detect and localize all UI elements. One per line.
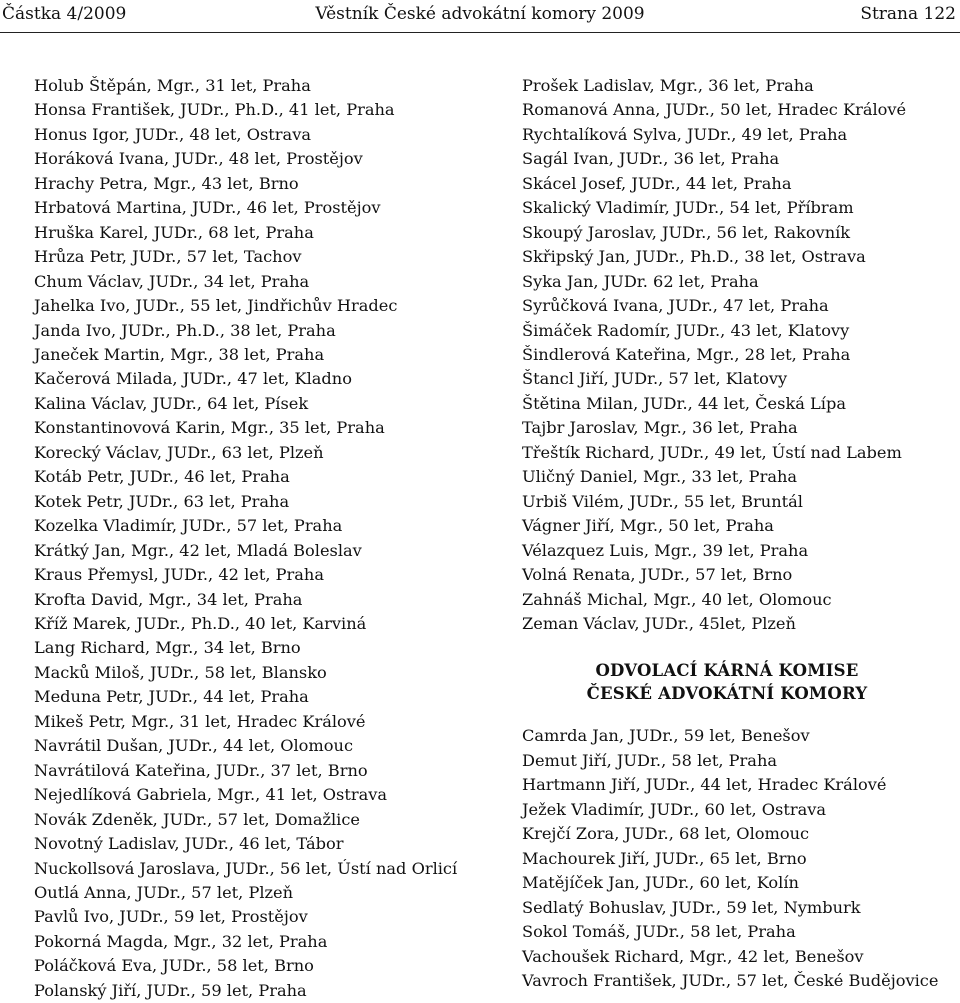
- list-item: Janda Ivo, JUDr., Ph.D., 38 let, Praha: [34, 320, 336, 340]
- list-item: Kačerová Milada, JUDr., 47 let, Kladno: [34, 369, 352, 389]
- list-item: Syka Jan, JUDr. 62 let, Praha: [522, 271, 759, 291]
- list-item: Volná Renata, JUDr., 57 let, Brno: [522, 565, 793, 585]
- right-column-list: [522, 74, 958, 636]
- list-item: Krátký Jan, Mgr., 42 let, Mladá Boleslav: [34, 540, 362, 560]
- list-item: Třeštík Richard, JUDr., 49 let, Ústí nad Labem: [522, 442, 902, 462]
- issue-number: Částka 4/2009: [2, 4, 127, 24]
- list-item: Krejčí Zora, JUDr., 68 let, Olomouc: [522, 824, 810, 844]
- list-item: Štětina Milan, JUDr., 44 let, Česká Lípa: [522, 393, 846, 413]
- list-item: Kotek Petr, JUDr., 63 let, Praha: [34, 491, 290, 511]
- list-item: Romanová Anna, JUDr., 50 let, Hradec Králové: [522, 100, 907, 120]
- list-item: Nuckollsová Jaroslava, JUDr., 56 let, Ústí nad Orlicí: [34, 858, 458, 878]
- list-item: Šindlerová Kateřina, Mgr., 28 let, Praha: [522, 344, 851, 364]
- list-item: Skalický Vladimír, JUDr., 54 let, Příbram: [522, 198, 854, 218]
- list-item: Horáková Ivana, JUDr., 48 let, Prostějov: [34, 149, 363, 169]
- page-header: [0, 0, 960, 33]
- list-item: Kraus Přemysl, JUDr., 42 let, Praha: [34, 565, 324, 585]
- list-item: Skoupý Jaroslav, JUDr., 56 let, Rakovník: [522, 222, 851, 242]
- list-item: Poláčková Eva, JUDr., 58 let, Brno: [34, 956, 314, 976]
- section-heading: [522, 659, 932, 705]
- list-item: Camrda Jan, JUDr., 59 let, Benešov: [522, 726, 810, 746]
- list-item: Honsa František, JUDr., Ph.D., 41 let, Praha: [34, 100, 395, 120]
- list-item: Mikeš Petr, Mgr., 31 let, Hradec Králové: [34, 711, 366, 731]
- list-item: Hartmann Jiří, JUDr., 44 let, Hradec Králové: [522, 775, 887, 795]
- section-heading-line2: ČESKÉ ADVOKÁTNÍ KOMORY: [586, 684, 868, 704]
- list-item: Holub Štěpán, Mgr., 31 let, Praha: [34, 76, 311, 95]
- list-item: Zahnáš Michal, Mgr., 40 let, Olomouc: [522, 589, 832, 609]
- list-item: Hrůza Petr, JUDr., 57 let, Tachov: [34, 247, 302, 267]
- list-item: Vachoušek Richard, Mgr., 42 let, Benešov: [522, 946, 864, 966]
- list-item: Krofta David, Mgr., 34 let, Praha: [34, 589, 303, 609]
- list-item: Kříž Marek, JUDr., Ph.D., 40 let, Karviná: [34, 613, 367, 633]
- list-item: Lang Richard, Mgr., 34 let, Brno: [34, 638, 301, 658]
- journal-title: Věstník České advokátní komory 2009: [315, 4, 645, 24]
- list-item: Rychtalíková Sylva, JUDr., 49 let, Praha: [522, 124, 848, 144]
- list-item: Nejedlíková Gabriela, Mgr., 41 let, Ostrava: [34, 785, 388, 805]
- list-item: Sokol Tomáš, JUDr., 58 let, Praha: [522, 922, 796, 942]
- list-item: Vavroch František, JUDr., 57 let, České Budějovice: [522, 970, 939, 990]
- list-item: Pavlů Ivo, JUDr., 59 let, Prostějov: [34, 907, 308, 927]
- section-heading-line1: ODVOLACÍ KÁRNÁ KOMISE: [595, 661, 859, 681]
- list-item: Honus Igor, JUDr., 48 let, Ostrava: [34, 124, 311, 144]
- list-item: Navrátil Dušan, JUDr., 44 let, Olomouc: [34, 736, 354, 756]
- list-item: Kotáb Petr, JUDr., 46 let, Praha: [34, 467, 290, 487]
- list-item: Šimáček Radomír, JUDr., 43 let, Klatovy: [522, 320, 850, 340]
- list-item: Macků Miloš, JUDr., 58 let, Blansko: [34, 662, 327, 682]
- list-item: Tajbr Jaroslav, Mgr., 36 let, Praha: [522, 418, 798, 438]
- right-column: [522, 74, 958, 993]
- list-item: Uličný Daniel, Mgr., 33 let, Praha: [522, 467, 798, 487]
- list-item: Korecký Václav, JUDr., 63 let, Plzeň: [34, 442, 324, 462]
- list-item: Machourek Jiří, JUDr., 65 let, Brno: [522, 848, 807, 868]
- list-item: Hrbatová Martina, JUDr., 46 let, Prostějov: [34, 198, 381, 218]
- list-item: Zeman Václav, JUDr., 45let, Plzeň: [522, 613, 796, 633]
- section-list: [522, 724, 958, 993]
- list-item: Štancl Jiří, JUDr., 57 let, Klatovy: [522, 369, 788, 389]
- list-item: Novotný Ladislav, JUDr., 46 let, Tábor: [34, 834, 344, 854]
- list-item: Kozelka Vladimír, JUDr., 57 let, Praha: [34, 516, 343, 536]
- list-item: Prošek Ladislav, Mgr., 36 let, Praha: [522, 76, 814, 95]
- list-item: Vágner Jiří, Mgr., 50 let, Praha: [522, 516, 774, 536]
- list-item: Pokorná Magda, Mgr., 32 let, Praha: [34, 931, 328, 951]
- list-item: Ježek Vladimír, JUDr., 60 let, Ostrava: [522, 799, 827, 819]
- list-item: Hrachy Petra, Mgr., 43 let, Brno: [34, 173, 299, 193]
- list-item: Skřipský Jan, JUDr., Ph.D., 38 let, Ostrava: [522, 247, 866, 267]
- list-item: Demut Jiří, JUDr., 58 let, Praha: [522, 750, 778, 770]
- list-item: Janeček Martin, Mgr., 38 let, Praha: [34, 344, 325, 364]
- list-item: Sagál Ivan, JUDr., 36 let, Praha: [522, 149, 780, 169]
- list-item: Jahelka Ivo, JUDr., 55 let, Jindřichův Hradec: [34, 296, 398, 316]
- list-item: Novák Zdeněk, JUDr., 57 let, Domažlice: [34, 809, 361, 829]
- left-column-list: [34, 74, 494, 1003]
- list-item: Sedlatý Bohuslav, JUDr., 59 let, Nymburk: [522, 897, 861, 917]
- list-item: Navrátilová Kateřina, JUDr., 37 let, Brno: [34, 760, 368, 780]
- list-item: Meduna Petr, JUDr., 44 let, Praha: [34, 687, 309, 707]
- list-item: Urbiš Vilém, JUDr., 55 let, Bruntál: [522, 491, 803, 511]
- list-item: Skácel Josef, JUDr., 44 let, Praha: [522, 173, 792, 193]
- list-item: Chum Václav, JUDr., 34 let, Praha: [34, 271, 310, 291]
- list-item: Kalina Václav, JUDr., 64 let, Písek: [34, 393, 309, 413]
- list-item: Outlá Anna, JUDr., 57 let, Plzeň: [34, 882, 294, 902]
- list-item: Polanský Jiří, JUDr., 59 let, Praha: [34, 980, 307, 1000]
- list-item: Matějíček Jan, JUDr., 60 let, Kolín: [522, 873, 799, 893]
- list-item: Konstantinovová Karin, Mgr., 35 let, Praha: [34, 418, 385, 438]
- page-number: Strana 122: [860, 4, 956, 24]
- list-item: Hruška Karel, JUDr., 68 let, Praha: [34, 222, 314, 242]
- list-item: Syrůčková Ivana, JUDr., 47 let, Praha: [522, 296, 829, 316]
- list-item: Vélazquez Luis, Mgr., 39 let, Praha: [522, 540, 809, 560]
